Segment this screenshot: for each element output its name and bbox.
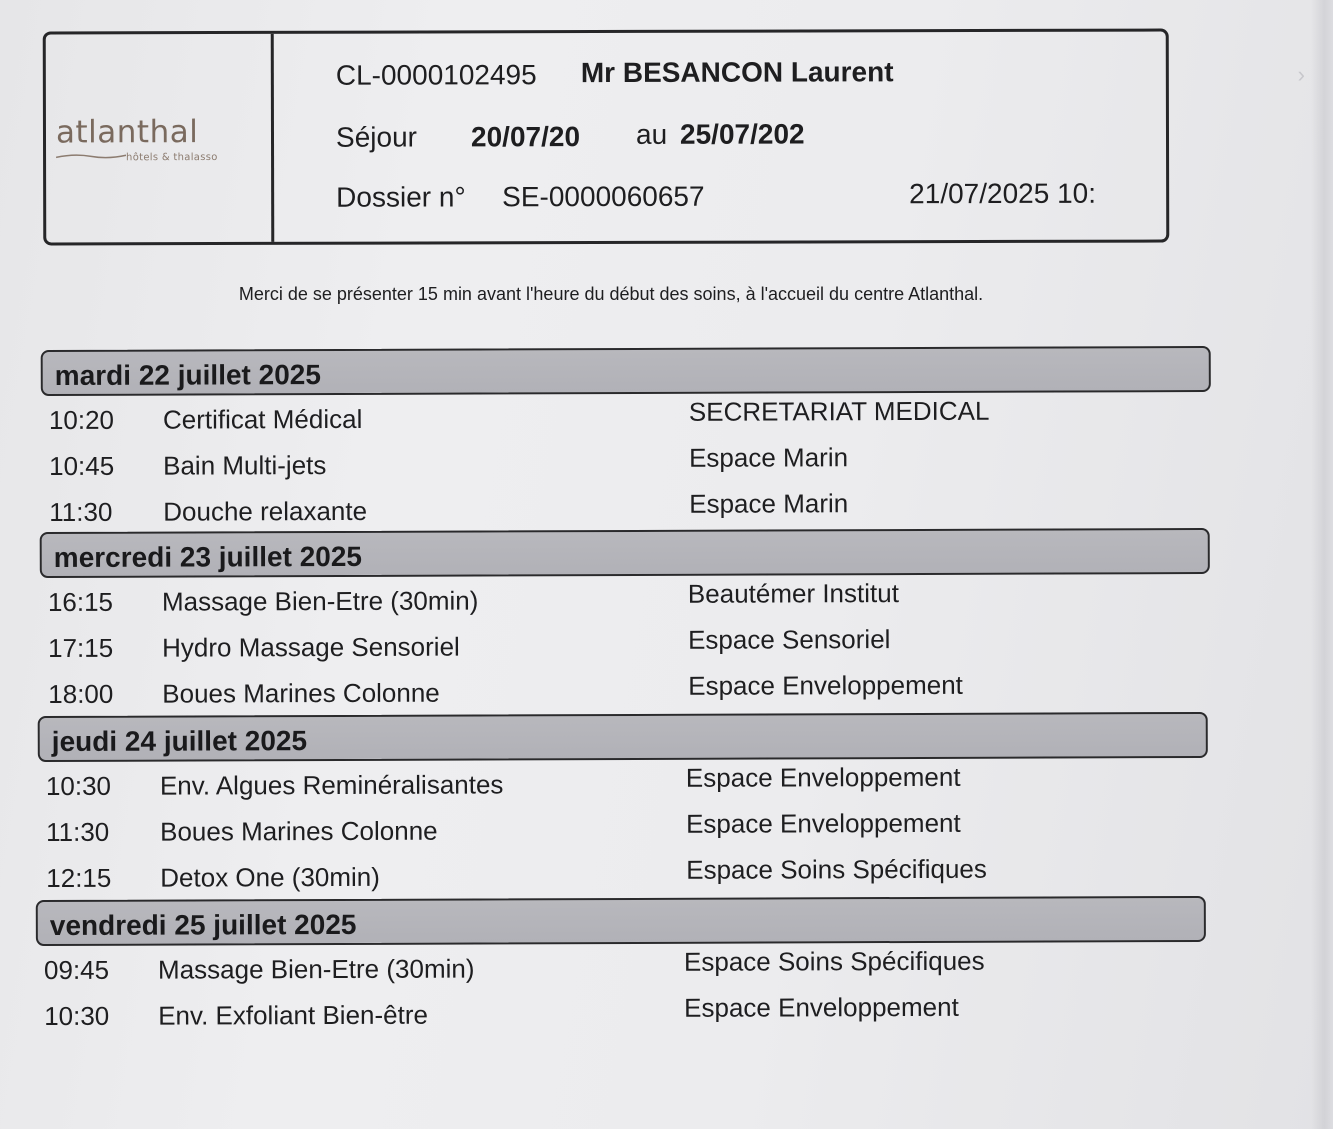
day-header-bar	[41, 346, 1211, 396]
file-label: Dossier n°	[336, 181, 466, 213]
day-title: mercredi 23 juillet 2025	[53, 540, 363, 573]
arrival-notice: Merci de se présenter 15 min avant l'heure du début des soins, à l'accueil du centre Atlanthal.	[238, 284, 984, 304]
appointment-time: 12:15	[46, 862, 112, 894]
day-header-bar	[36, 896, 1206, 946]
appointment-treatment: Bain Multi-jets	[163, 450, 327, 481]
day-header-bar	[38, 712, 1208, 762]
day-header-bar	[40, 528, 1210, 578]
appointment-row	[38, 804, 1208, 854]
appointment-row	[41, 484, 1211, 534]
stay-label: Séjour	[335, 121, 417, 153]
appointment-treatment: Douche relaxante	[163, 495, 368, 527]
logo-cell	[46, 34, 275, 243]
day-title: jeudi 24 juillet 2025	[51, 725, 308, 757]
day-section	[36, 896, 1206, 1038]
appointment-treatment: Massage Bien-Etre (30min)	[161, 585, 479, 617]
appointment-row	[40, 574, 1210, 624]
stay-end-date: 25/07/202	[679, 118, 805, 150]
appointment-treatment: Boues Marines Colonne	[162, 677, 440, 709]
day-title: mardi 22 juillet 2025	[54, 359, 321, 391]
appointment-location: SECRETARIAT MEDICAL	[688, 395, 990, 427]
appointment-location: Espace Marin	[689, 488, 849, 519]
appointment-location: Beautémer Institut	[687, 578, 899, 609]
appointment-location: Espace Enveloppement	[686, 807, 961, 839]
appointment-treatment: Massage Bien-Etre (30min)	[157, 953, 475, 985]
stay-start-date: 20/07/20	[470, 121, 581, 153]
appointment-location: Espace Marin	[689, 442, 849, 473]
appointment-location: Espace Sensoriel	[688, 624, 891, 655]
atlanthal-logo: atlanthal	[55, 114, 199, 151]
appointment-time: 10:30	[45, 770, 112, 802]
appointment-treatment: Boues Marines Colonne	[160, 815, 438, 847]
client-name: Mr BESANCON Laurent	[580, 56, 894, 89]
appointment-time: 11:30	[46, 816, 110, 848]
logo-tagline: hôtels & thalasso	[126, 152, 218, 164]
appointment-row	[41, 392, 1211, 442]
appointment-row	[41, 438, 1211, 488]
appointment-time: 16:15	[47, 586, 114, 618]
stay-to-label: au	[635, 118, 668, 150]
appointment-time: 18:00	[48, 678, 114, 710]
client-header-box	[43, 29, 1170, 246]
day-title: vendredi 25 juillet 2025	[49, 908, 357, 941]
appointment-time: 10:20	[48, 404, 115, 436]
corner-chevron-icon: ›	[1297, 62, 1305, 87]
file-number: SE-0000060657	[502, 180, 705, 213]
appointment-location: Espace Soins Spécifiques	[683, 945, 985, 977]
appointment-treatment: Env. Exfoliant Bien-être	[158, 999, 428, 1031]
appointment-row	[38, 758, 1208, 808]
appointment-time: 11:30	[49, 496, 113, 528]
printed-timestamp: 21/07/2025 10:	[909, 177, 1097, 210]
appointment-time: 10:45	[49, 450, 115, 482]
appointment-row	[40, 666, 1210, 716]
appointment-location: Espace Soins Spécifiques	[686, 853, 987, 885]
paper-edge-shadow	[1311, 0, 1333, 1129]
appointment-treatment: Detox One (30min)	[160, 861, 380, 893]
appointment-row	[36, 942, 1206, 992]
appointment-row	[40, 620, 1210, 670]
appointment-row	[36, 988, 1206, 1038]
client-id: CL-0000102495	[335, 59, 537, 91]
appointment-treatment: Env. Algues Reminéralisantes	[159, 769, 504, 801]
appointment-time: 10:30	[44, 1000, 110, 1032]
appointment-location: Espace Enveloppement	[684, 991, 959, 1023]
day-section	[40, 528, 1211, 716]
day-section	[38, 712, 1209, 900]
appointment-location: Espace Enveloppement	[688, 669, 963, 701]
appointment-location: Espace Enveloppement	[685, 761, 961, 793]
appointment-row	[38, 850, 1208, 900]
appointment-time: 17:15	[48, 632, 114, 664]
appointment-treatment: Hydro Massage Sensoriel	[162, 631, 460, 663]
logo-wave-icon	[56, 152, 126, 160]
appointment-time: 09:45	[43, 954, 110, 986]
day-section	[41, 346, 1212, 534]
appointment-treatment: Certificat Médical	[162, 403, 363, 435]
